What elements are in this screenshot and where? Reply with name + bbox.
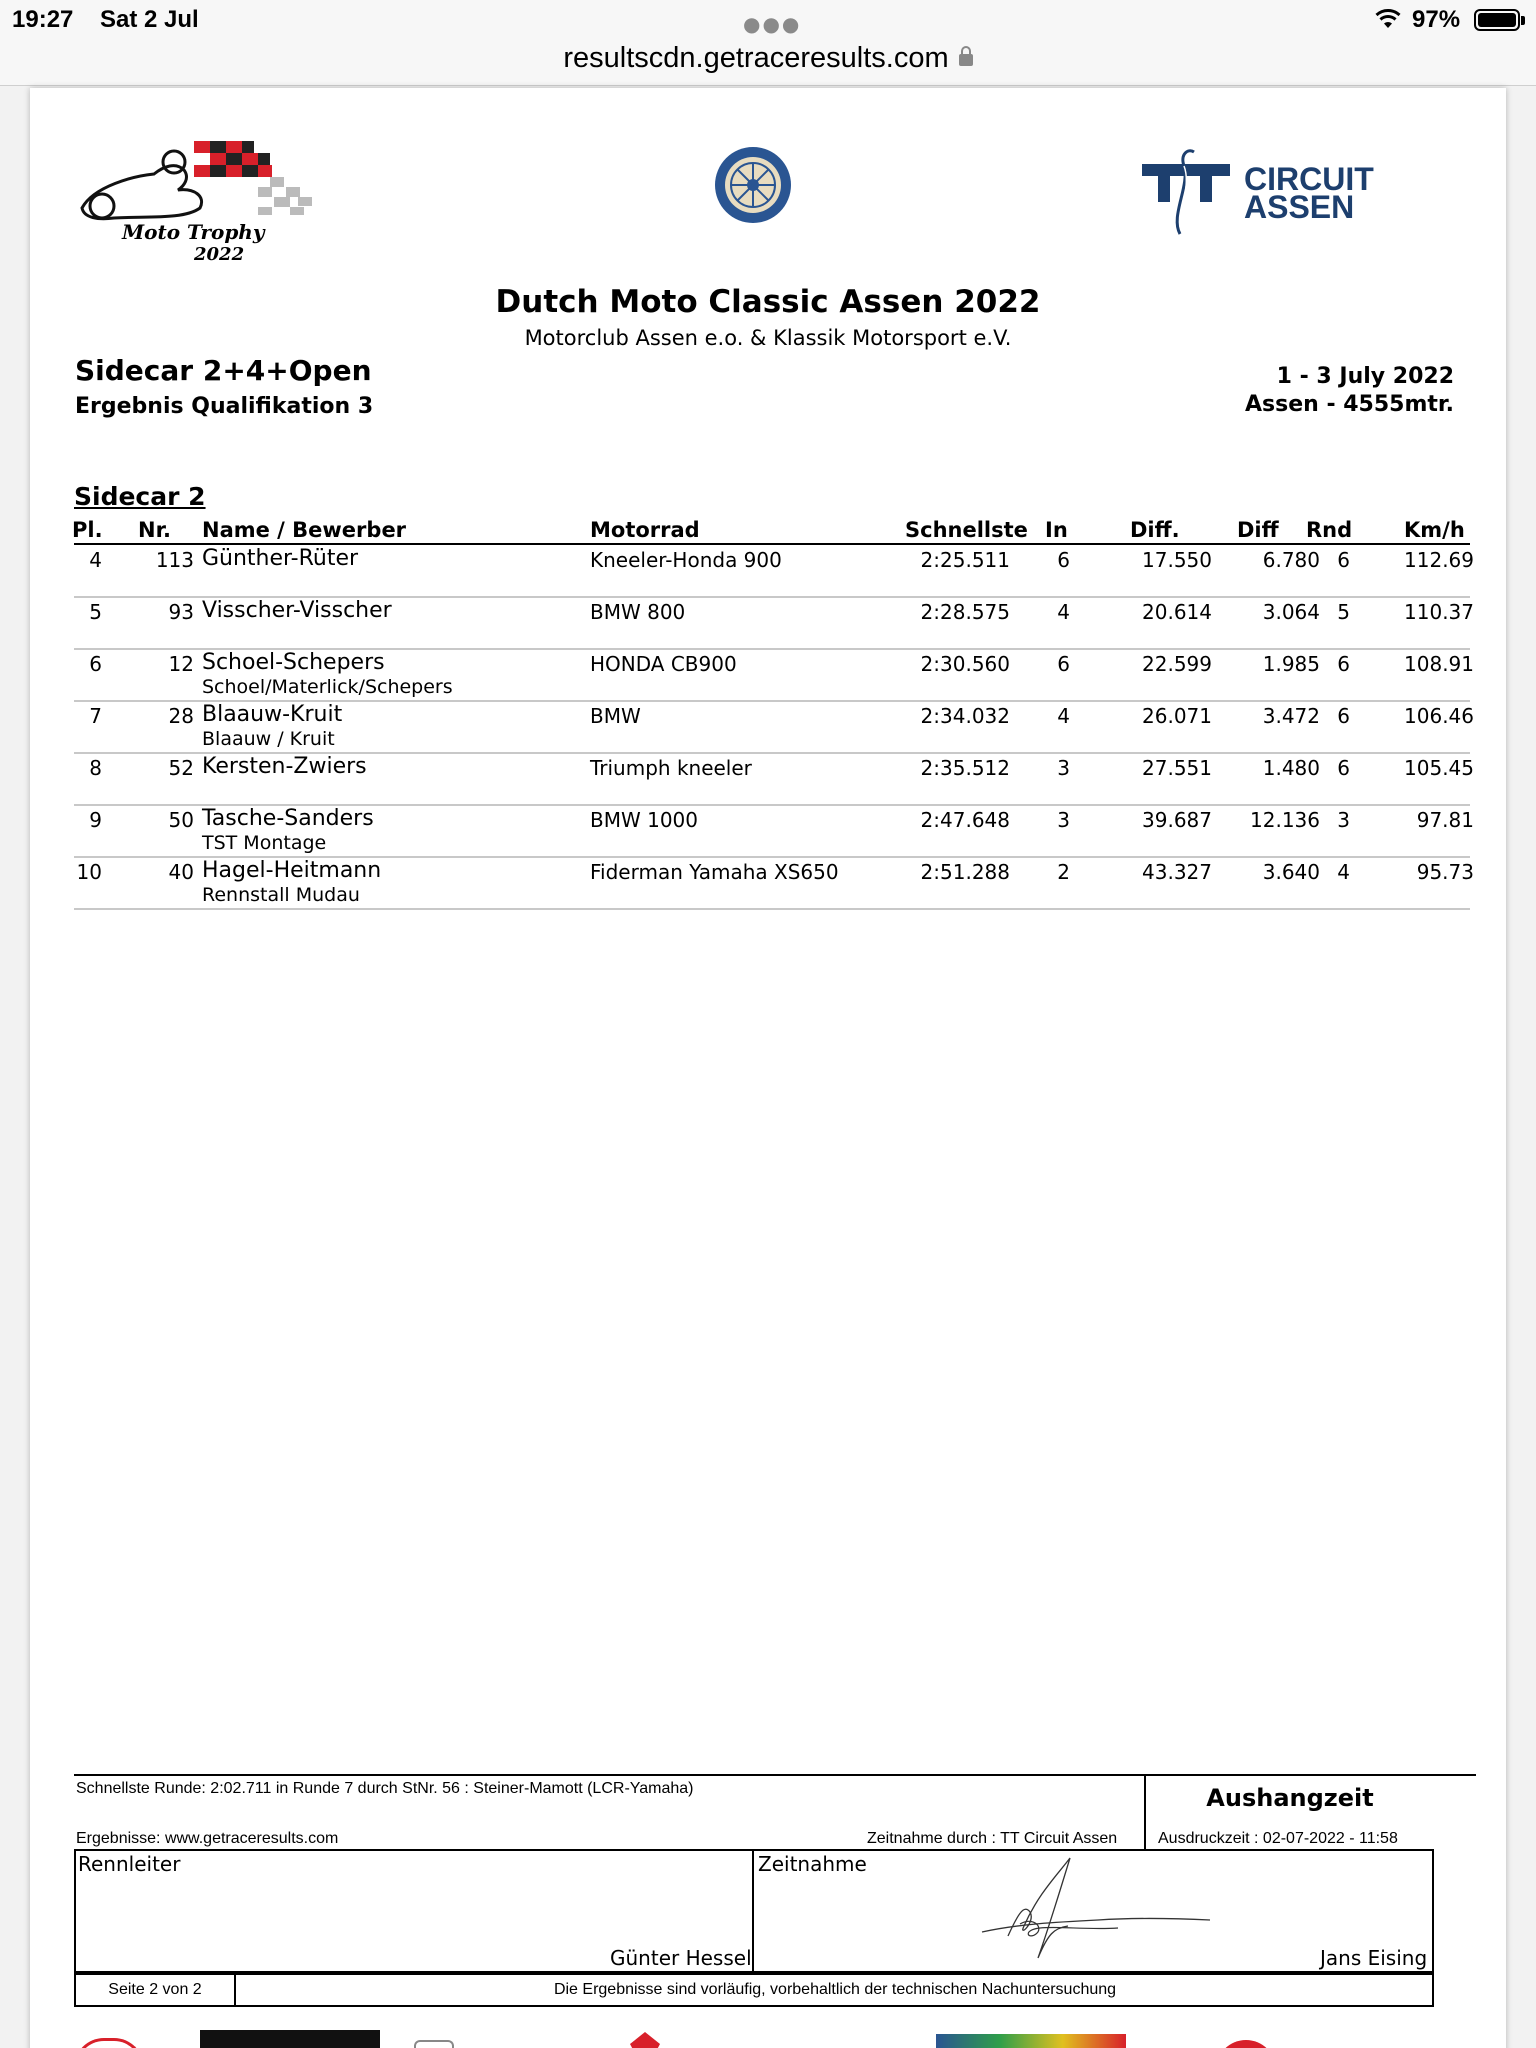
- motorclub-seal-logo: [713, 145, 793, 225]
- sponsor-logo: [74, 2038, 144, 2048]
- cell-pl: 9: [89, 808, 102, 832]
- signature-box: [74, 1849, 1434, 1973]
- cell-entrant: Rennstall Mudau: [202, 884, 360, 906]
- event-venue: Assen - 4555mtr.: [1245, 392, 1454, 417]
- status-bar: [0, 0, 1536, 40]
- group-heading: Sidecar 2: [74, 482, 206, 511]
- cell-rnd: 5: [1337, 600, 1350, 624]
- fastest-lap-info: Schnellste Runde: 2:02.711 in Runde 7 durch StNr. 56 : Steiner-Mamott (LCR-Yamaha): [76, 1780, 694, 1797]
- cell-kmh: 108.91: [1404, 652, 1474, 676]
- moto-trophy-year: 2022: [194, 244, 245, 265]
- zeitnahme-label: Zeitnahme: [758, 1852, 867, 1876]
- col-header-in: In: [1045, 518, 1068, 542]
- sponsor-logo: [414, 2040, 454, 2048]
- cell-in: 4: [1057, 600, 1070, 624]
- lock-icon: [959, 54, 973, 66]
- multitasking-dots-icon[interactable]: ●●●: [743, 12, 802, 36]
- cell-diff2: 1.985: [1262, 652, 1320, 676]
- cell-in: 2: [1057, 860, 1070, 884]
- cell-name: Hagel-Heitmann: [202, 858, 382, 883]
- status-time: 19:27: [12, 6, 74, 33]
- cell-entrant: Schoel/Materlick/Schepers: [202, 676, 453, 698]
- cell-pl: 4: [89, 548, 102, 572]
- row-divider: [74, 908, 1470, 910]
- cell-nr: 12: [168, 652, 194, 676]
- cell-kmh: 105.45: [1404, 756, 1474, 780]
- cell-pl: 8: [89, 756, 102, 780]
- cell-pl: 7: [89, 704, 102, 728]
- cell-motorrad: HONDA CB900: [590, 652, 737, 676]
- sponsor-logos-strip: [74, 2030, 1474, 2048]
- cell-diff1: 26.071: [1142, 704, 1212, 728]
- cell-diff1: 22.599: [1142, 652, 1212, 676]
- col-header-nr: Nr.: [138, 518, 171, 542]
- cell-rnd: 4: [1337, 860, 1350, 884]
- sponsor-logo: [630, 2032, 660, 2048]
- cell-motorrad: BMW: [590, 704, 641, 728]
- rennleiter-label: Rennleiter: [78, 1852, 181, 1876]
- event-subtitle: Motorclub Assen e.o. & Klassik Motorsport e.V.: [524, 326, 1012, 350]
- cell-rnd: 6: [1337, 548, 1350, 572]
- cell-in: 6: [1057, 548, 1070, 572]
- assen-word: ASSEN: [1244, 189, 1355, 225]
- cell-schnellste: 2:34.032: [920, 704, 1010, 728]
- footer-top-rule: [74, 1774, 1476, 1776]
- cell-schnellste: 2:35.512: [920, 756, 1010, 780]
- cell-diff1: 39.687: [1142, 808, 1212, 832]
- cell-entrant: TST Montage: [202, 832, 327, 854]
- header-rule: [74, 543, 1470, 545]
- signature-image: [978, 1854, 1218, 1964]
- zeitnahme-name: Jans Eising: [1320, 1946, 1428, 1970]
- timing-provider: Zeitnahme durch : TT Circuit Assen: [867, 1830, 1118, 1847]
- cell-motorrad: BMW 1000: [590, 808, 699, 832]
- cell-in: 3: [1057, 756, 1070, 780]
- results-url: Ergebnisse: www.getraceresults.com: [76, 1830, 339, 1847]
- cell-diff2: 3.064: [1262, 600, 1320, 624]
- col-header-schnellste: Schnellste: [905, 518, 1028, 542]
- col-header-name: Name / Bewerber: [202, 518, 407, 542]
- col-header-kmh: Km/h: [1404, 518, 1465, 542]
- class-name: Sidecar 2+4+Open: [75, 354, 372, 387]
- cell-name: Tasche-Sanders: [202, 806, 374, 831]
- print-time: Ausdruckzeit : 02-07-2022 - 11:58: [1158, 1830, 1398, 1847]
- cell-kmh: 97.81: [1416, 808, 1474, 832]
- cell-name: Kersten-Zwiers: [202, 754, 367, 779]
- cell-nr: 50: [168, 808, 194, 832]
- cell-nr: 52: [168, 756, 194, 780]
- cell-nr: 40: [168, 860, 194, 884]
- sponsor-logo: [200, 2030, 380, 2048]
- cell-motorrad: Kneeler-Honda 900: [590, 548, 782, 572]
- page-number: Seite 2 von 2: [108, 1981, 202, 1998]
- sponsor-logo: [936, 2034, 1126, 2048]
- cell-name: Schoel-Schepers: [202, 650, 385, 675]
- cell-diff1: 27.551: [1142, 756, 1212, 780]
- cell-pl: 10: [76, 860, 102, 884]
- cell-pl: 6: [89, 652, 102, 676]
- cell-kmh: 112.69: [1404, 548, 1474, 572]
- signature-divider: [752, 1850, 754, 1972]
- cell-nr: 93: [168, 600, 194, 624]
- col-header-diff1: Diff.: [1130, 518, 1180, 542]
- results-page: [30, 88, 1506, 2048]
- tt-circuit-assen-logo: [1140, 146, 1410, 236]
- cell-kmh: 95.73: [1416, 860, 1474, 884]
- circuit-word: CIRCUIT: [1244, 161, 1374, 197]
- cell-rnd: 3: [1337, 808, 1350, 832]
- cell-pl: 5: [89, 600, 102, 624]
- cell-in: 6: [1057, 652, 1070, 676]
- cell-motorrad: Fiderman Yamaha XS650: [590, 860, 839, 884]
- aushangzeit-label: Aushangzeit: [1206, 1784, 1374, 1812]
- col-header-motorrad: Motorrad: [590, 518, 700, 542]
- cell-diff2: 6.780: [1262, 548, 1320, 572]
- event-title: Dutch Moto Classic Assen 2022: [495, 284, 1041, 320]
- url-text[interactable]: resultscdn.getraceresults.com: [563, 42, 949, 74]
- col-header-diff2: Diff: [1237, 518, 1279, 542]
- cell-schnellste: 2:30.560: [920, 652, 1010, 676]
- col-header-pl: Pl.: [72, 518, 103, 542]
- address-bar[interactable]: [0, 40, 1536, 86]
- cell-diff1: 20.614: [1142, 600, 1212, 624]
- cell-in: 4: [1057, 704, 1070, 728]
- cell-schnellste: 2:25.511: [920, 548, 1010, 572]
- cell-schnellste: 2:28.575: [920, 600, 1010, 624]
- event-dates: 1 - 3 July 2022: [1276, 364, 1454, 389]
- cell-kmh: 106.46: [1404, 704, 1474, 728]
- status-date: Sat 2 Jul: [100, 6, 199, 33]
- cell-kmh: 110.37: [1404, 600, 1474, 624]
- cell-nr: 28: [168, 704, 194, 728]
- cell-diff1: 43.327: [1142, 860, 1212, 884]
- cell-nr: 113: [155, 548, 194, 572]
- session-name: Ergebnis Qualifikation 3: [75, 394, 374, 419]
- cell-diff2: 12.136: [1250, 808, 1320, 832]
- cell-entrant: Blaauw / Kruit: [202, 728, 335, 750]
- cell-motorrad: BMW 800: [590, 600, 686, 624]
- sponsor-logo: [1216, 2040, 1276, 2048]
- cell-motorrad: Triumph kneeler: [590, 756, 752, 780]
- cell-name: Visscher-Visscher: [202, 598, 392, 623]
- moto-trophy-logo: [74, 136, 334, 266]
- disclaimer-text: Die Ergebnisse sind vorläufig, vorbehaltlich der technischen Nachuntersuchung: [553, 1981, 1117, 1998]
- cell-rnd: 6: [1337, 704, 1350, 728]
- col-header-rnd: Rnd: [1306, 518, 1353, 542]
- cell-schnellste: 2:51.288: [920, 860, 1010, 884]
- cell-diff2: 1.480: [1262, 756, 1320, 780]
- cell-name: Blaauw-Kruit: [202, 702, 343, 727]
- cell-rnd: 6: [1337, 756, 1350, 780]
- cell-diff1: 17.550: [1142, 548, 1212, 572]
- wifi-icon: [1374, 8, 1402, 30]
- cell-diff2: 3.472: [1262, 704, 1320, 728]
- cell-schnellste: 2:47.648: [920, 808, 1010, 832]
- rennleiter-name: Günter Hessel: [610, 1946, 752, 1970]
- moto-trophy-text: Moto Trophy: [122, 220, 265, 244]
- cell-rnd: 6: [1337, 652, 1350, 676]
- cell-diff2: 3.640: [1262, 860, 1320, 884]
- cell-name: Günther-Rüter: [202, 546, 359, 571]
- battery-percent: 97%: [1412, 6, 1461, 33]
- battery-icon: [1474, 9, 1520, 31]
- cell-in: 3: [1057, 808, 1070, 832]
